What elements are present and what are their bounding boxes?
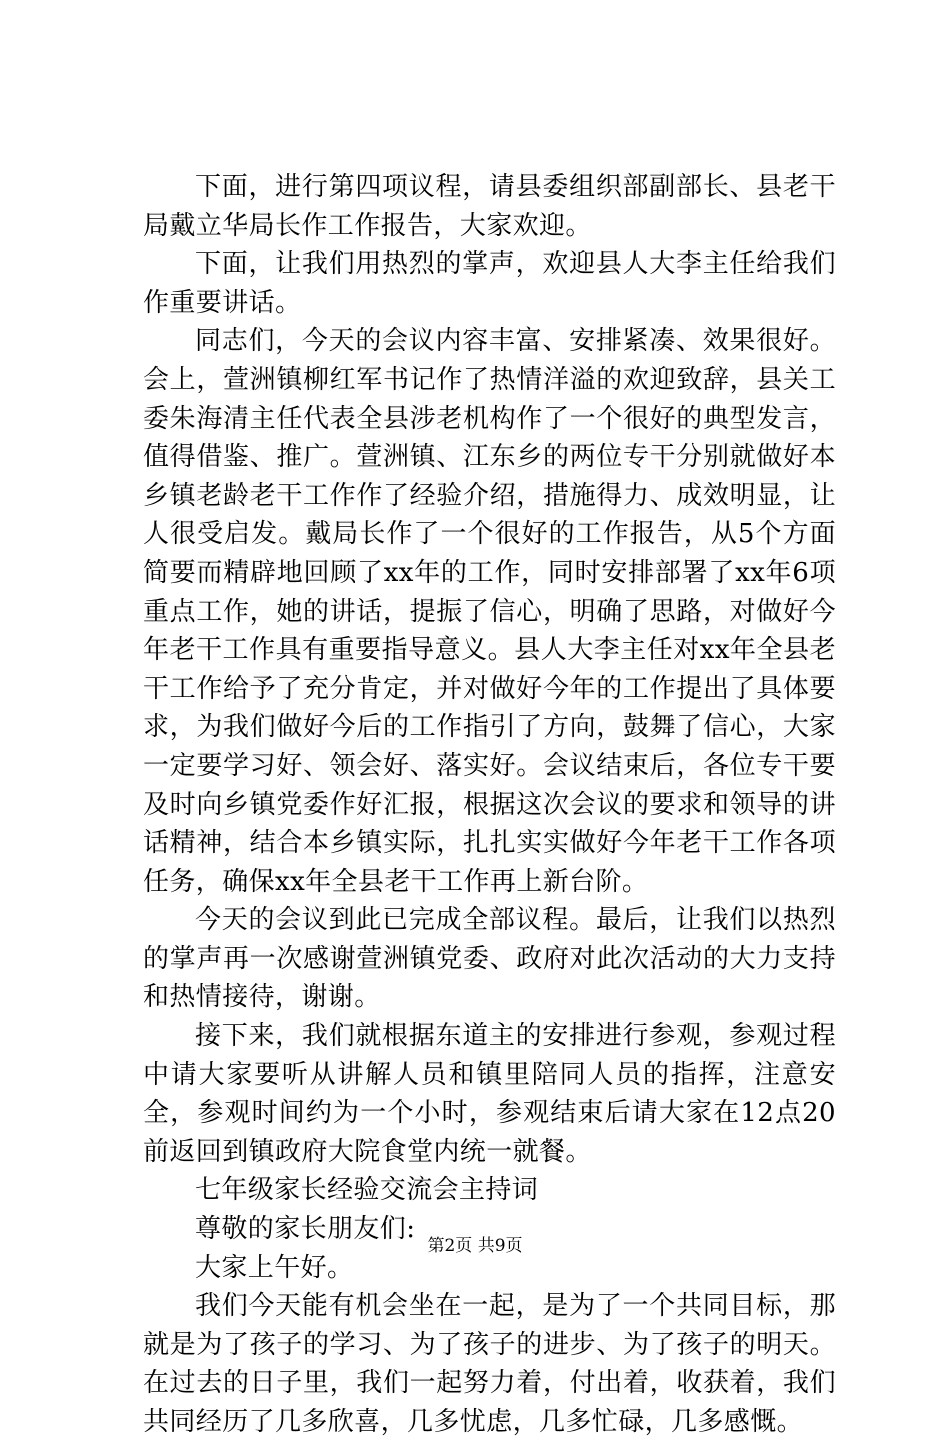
page-number-footer: 第2页 共9页: [427, 1236, 523, 1256]
paragraph-visit-arrangement: 接下来，我们就根据东道主的安排进行参观，参观过程中请大家要听从讲解人员和镇里陪同人员的指挥，注意安全，参观时间约为一个小时，参观结束后请大家在12点20前返回到镇政府大院食堂内统一就餐。: [143, 1021, 836, 1167]
section-title: 七年级家长经验交流会主持词: [195, 1175, 539, 1206]
paragraph-opening-remarks: 我们今天能有机会坐在一起，是为了一个共同目标，那就是为了孩子的学习、为了孩子的进步、为了孩子的明天。在过去的日子里，我们一起努力着，付出着，收获着，我们共同经历了几多欣喜，几多忧虑，几多忙碌，几多感慨。: [143, 1291, 836, 1437]
paragraph-agenda-item-four: 下面，进行第四项议程，请县委组织部副部长、县老干局戴立华局长作工作报告，大家欢迎。: [143, 172, 836, 241]
paragraph-meeting-summary: 同志们，今天的会议内容丰富、安排紧凑、效果很好。会上，萱洲镇柳红军书记作了热情洋溢的欢迎致辞，县关工委朱海清主任代表全县涉老机构作了一个很好的典型发言，值得借鉴、推广。萱洲镇、江东乡的两位专干分别就做好本乡镇老龄老干工作作了经验介绍，措施得力、成效明显，让人很受启发。戴局长作了一个很好的工作报告，从5个方面简要而精辟地回顾了xx年的工作，同时安排部署了xx年6项重点工作，她的讲话，提振了信心，明确了思路，对做好今年老干工作具有重要指导意义。县人大李主任对xx年全县老干工作给予了充分肯定，并对做好今年的工作提出了具体要求，为我们做好今后的工作指引了方向，鼓舞了信心，大家一定要学习好、领会好、落实好。会议结束后，各位专干要及时向乡镇党委作好汇报，根据这次会议的要求和领导的讲话精神，结合本乡镇实际，扎扎实实做好今年老干工作各项任务，确保xx年全县老干工作再上新台阶。: [143, 326, 836, 897]
greeting: 大家上午好。: [195, 1252, 354, 1283]
salutation: 尊敬的家长朋友们:: [195, 1214, 416, 1245]
paragraph-closing-thanks: 今天的会议到此已完成全部议程。最后，让我们以热烈的掌声再一次感谢萱洲镇党委、政府对此次活动的大力支持和热情接待，谢谢。: [143, 905, 836, 1013]
paragraph-director-speech-intro: 下面，让我们用热烈的掌声，欢迎县人大李主任给我们作重要讲话。: [143, 249, 836, 318]
